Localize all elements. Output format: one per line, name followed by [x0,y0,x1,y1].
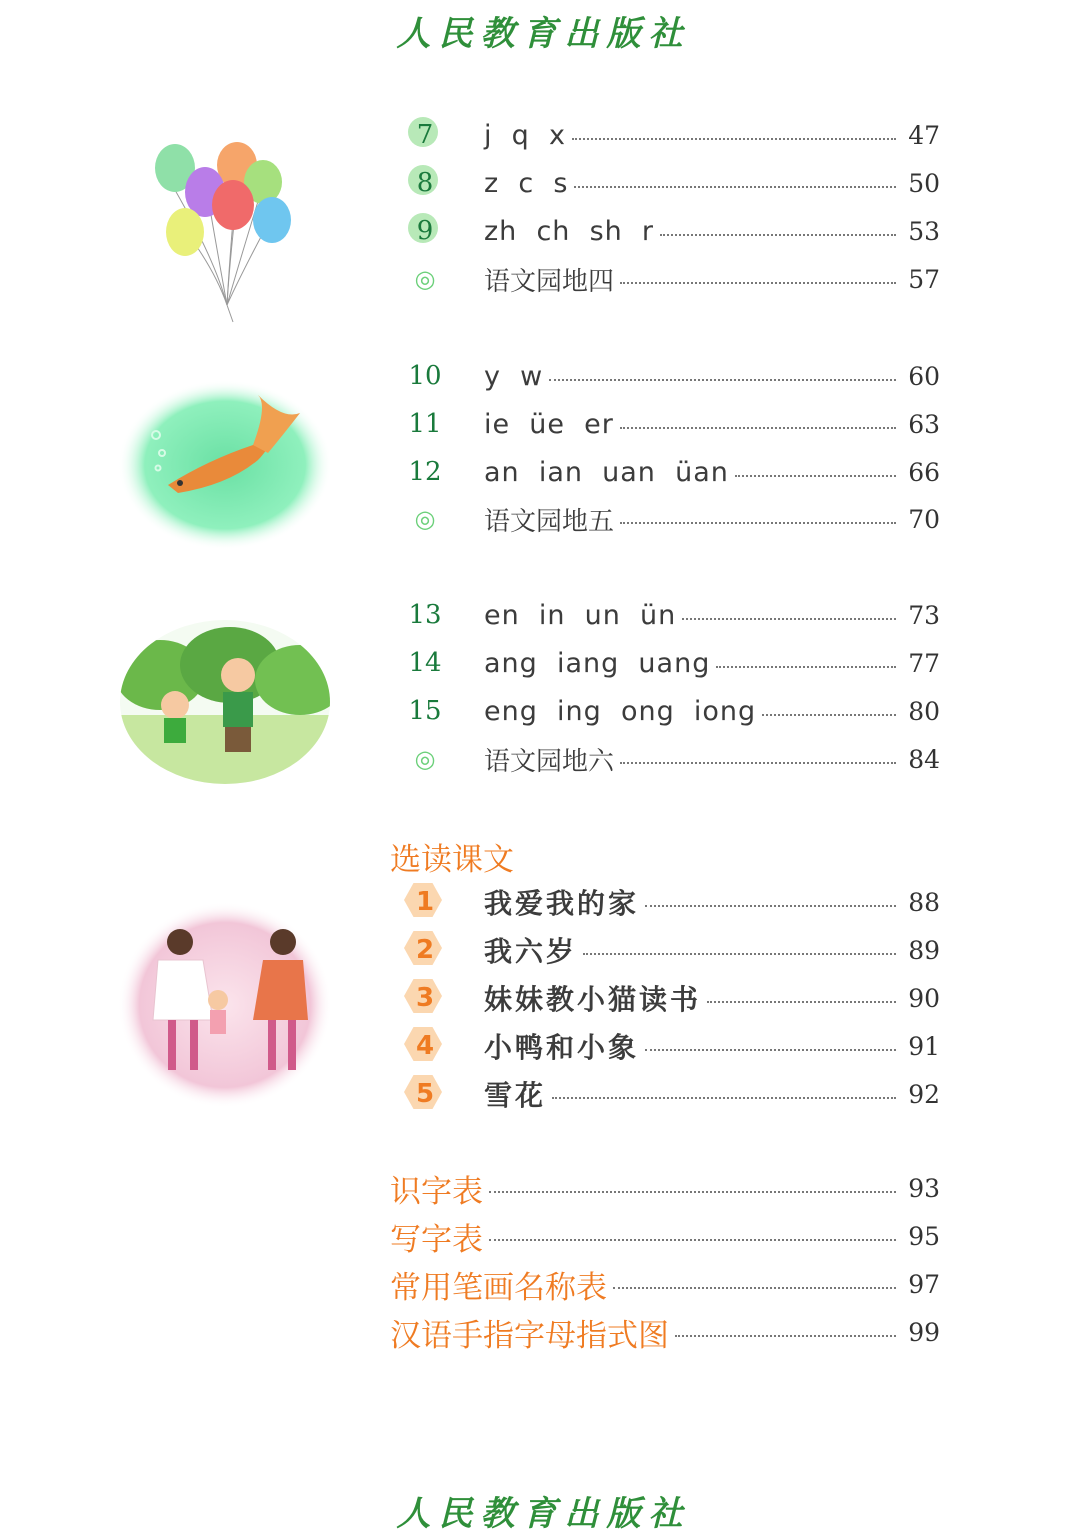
toc-row[interactable] [400,163,940,203]
page-number: 63 [908,409,940,439]
toc-row[interactable] [400,882,940,922]
lesson-number [400,600,450,630]
dot-leader [552,1097,896,1099]
hex-number-badge [400,1079,450,1109]
dot-leader [583,953,896,955]
children-playing-illustration [120,620,330,785]
page-number: 77 [908,648,940,678]
lesson-title: j q x [484,119,566,151]
toc-row[interactable] [400,1074,940,1114]
appendix-row[interactable] [390,1214,940,1258]
hex-number-badge [400,1031,450,1061]
lesson-title: 我爱我的家 [484,887,640,920]
number-text: 7 [416,120,434,150]
lesson-title: ie üe er [484,408,614,440]
dot-leader [574,186,896,188]
dot-leader [620,522,896,524]
lesson-number [400,457,450,487]
lesson-number [400,361,450,391]
lesson-number [400,409,450,439]
fish-illustration [118,375,333,550]
dot-leader [549,379,896,381]
number-text: 14 [408,648,442,678]
appendix-row[interactable] [390,1166,940,1210]
page-number: 90 [908,983,940,1013]
page-number: 99 [908,1317,940,1347]
number-text: 10 [408,361,442,391]
appendix-title: 识字表 [390,1173,483,1210]
publisher-logo-bottom: 人民教育出版社 [396,1494,691,1534]
toc-row[interactable] [400,739,940,779]
toc-row[interactable] [400,691,940,731]
hex-number-badge [400,887,450,917]
appendix-title: 汉语手指字母指式图 [390,1317,669,1354]
toc-row[interactable] [400,499,940,539]
lesson-title: 小鸭和小象 [484,1031,640,1064]
number-text: 11 [408,409,442,439]
toc-row[interactable] [400,930,940,970]
page-number: 66 [908,457,940,487]
lesson-title: 雪花 [484,1079,547,1112]
lesson-number [400,648,450,678]
number-text: 1 [415,887,435,917]
lesson-title: zh ch sh r [484,215,655,247]
number-text: 8 [416,168,434,198]
page-number: 91 [908,1031,940,1061]
lesson-number [400,696,450,726]
dot-leader [645,905,896,907]
number-text: 4 [415,1031,435,1061]
page-number: 57 [908,264,940,294]
toc-row[interactable] [400,404,940,444]
ring-icon: ◎ [414,745,436,773]
appendix-row[interactable] [390,1310,940,1354]
optional-readings-heading: 选读课文 [390,842,514,878]
page-number: 92 [908,1079,940,1109]
ring-icon: ◎ [414,505,436,533]
toc-row[interactable] [400,978,940,1018]
toc-row[interactable] [400,643,940,683]
ring-icon: ◎ [414,265,436,293]
dot-leader [675,1335,896,1337]
appendix-title: 常用笔画名称表 [390,1269,607,1306]
lesson-title: 语文园地五 [484,506,615,537]
dot-leader [613,1287,896,1289]
dot-leader [620,427,896,429]
dot-leader [620,762,896,764]
page-number: 50 [908,168,940,198]
dot-leader [620,282,896,284]
lesson-number [400,216,450,246]
number-text: 12 [408,457,442,487]
dot-leader [707,1001,896,1003]
page-number: 97 [908,1269,940,1299]
lesson-title: an ian uan üan [484,456,729,488]
publisher-logo-top: 人民教育出版社 [396,14,691,54]
toc-row[interactable] [400,115,940,155]
number-text: 2 [415,935,435,965]
dot-leader [489,1239,896,1241]
page-number: 53 [908,216,940,246]
page-number: 95 [908,1221,940,1251]
number-text: 15 [408,696,442,726]
lesson-title: 妹妹教小猫读书 [484,983,702,1016]
lesson-title: 语文园地四 [484,266,615,297]
page-number: 88 [908,887,940,917]
number-text: 9 [416,216,434,246]
number-text: 5 [415,1079,435,1109]
dot-leader [735,475,896,477]
number-text: 13 [408,600,442,630]
toc-row[interactable] [400,452,940,492]
page-number: 47 [908,120,940,150]
lesson-title: ang iang uang [484,647,711,679]
lesson-title: en in un ün [484,599,677,631]
page-number: 93 [908,1173,940,1203]
family-illustration [118,900,333,1110]
page-number: 70 [908,504,940,534]
lesson-title: z c s [484,167,569,199]
appendix-row[interactable] [390,1262,940,1306]
page-number: 73 [908,600,940,630]
dot-leader [682,618,896,620]
balloons-illustration [145,140,305,325]
lesson-title: y w [484,360,544,392]
dot-leader [489,1191,896,1193]
page-number: 84 [908,744,940,774]
toc-row[interactable] [400,595,940,635]
lesson-number [400,120,450,150]
hex-number-badge [400,983,450,1013]
lesson-number [400,168,450,198]
lesson-title: 我六岁 [484,935,578,968]
page-number: 89 [908,935,940,965]
dot-leader [572,138,896,140]
lesson-title: eng ing ong iong [484,695,757,727]
page-number: 60 [908,361,940,391]
dot-leader [762,714,896,716]
toc-row[interactable] [400,356,940,396]
appendix-title: 写字表 [390,1221,483,1258]
page-number: 80 [908,696,940,726]
dot-leader [660,234,896,236]
toc-row[interactable] [400,1026,940,1066]
number-text: 3 [415,983,435,1013]
dot-leader [645,1049,896,1051]
dot-leader [716,666,896,668]
toc-row[interactable] [400,259,940,299]
toc-row[interactable] [400,211,940,251]
hex-number-badge [400,935,450,965]
lesson-title: 语文园地六 [484,746,615,777]
